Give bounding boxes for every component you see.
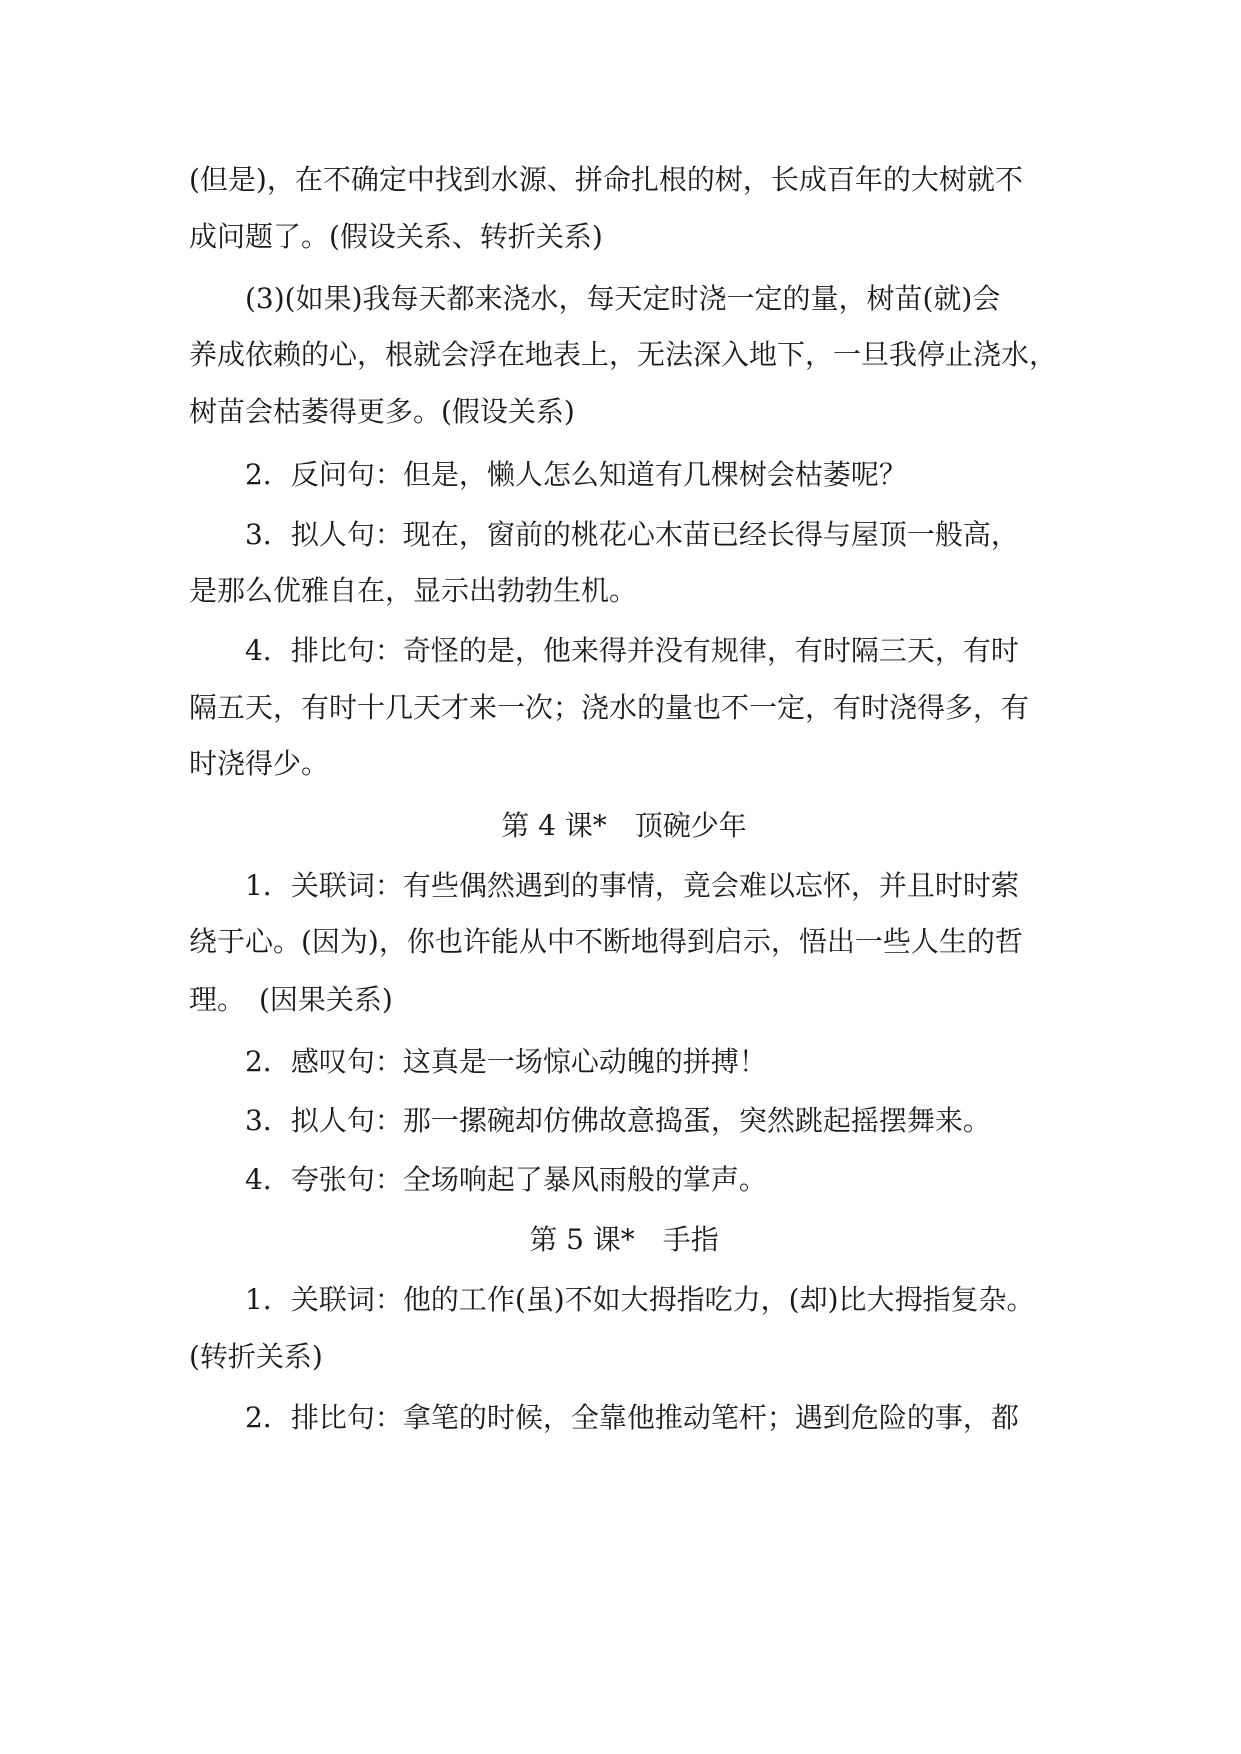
text-line: 树苗会枯萎得更多。(假设关系) xyxy=(189,395,575,428)
text-line: 绕于心。(因为)，你也许能从中不断地得到启示，悟出一些人生的哲 xyxy=(189,925,1023,958)
text-line: 成问题了。(假设关系、转折关系) xyxy=(189,220,603,253)
text-line: 时浇得少。 xyxy=(189,747,330,780)
text-line: 是那么优雅自在，显示出勃勃生机。 xyxy=(189,574,638,607)
text-line: 2．反问句：但是，懒人怎么知道有几棵树会枯萎呢？ xyxy=(245,458,907,491)
text-line: 3．拟人句：现在，窗前的桃花心木苗已经长得与屋顶一般高， xyxy=(245,518,1019,551)
text-line: 2．排比句：拿笔的时候，全靠他推动笔杆；遇到危险的事，都 xyxy=(245,1401,1019,1434)
text-line: 1．关联词：他的工作(虽)不如大拇指吃力，(却)比大拇指复杂。 xyxy=(245,1283,1035,1316)
text-line: 4．夸张句：全场响起了暴风雨般的掌声。 xyxy=(245,1163,767,1196)
text-line: 2．感叹句：这真是一场惊心动魄的拼搏！ xyxy=(245,1045,767,1078)
section-heading: 第 5 课* 手指 xyxy=(529,1223,719,1256)
text-line: (但是)，在不确定中找到水源、拼命扎根的树，长成百年的大树就不 xyxy=(189,163,1023,196)
text-line: 4．排比句：奇怪的是，他来得并没有规律，有时隔三天，有时 xyxy=(245,634,1019,667)
text-line: 3．拟人句：那一摞碗却仿佛故意捣蛋，突然跳起摇摆舞来。 xyxy=(245,1104,991,1137)
text-line: 1．关联词：有些偶然遇到的事情，竟会难以忘怀，并且时时萦 xyxy=(245,869,1019,902)
section-heading: 第 4 课* 顶碗少年 xyxy=(501,809,747,842)
text-line: 养成依赖的心，根就会浮在地表上，无法深入地下，一旦我停止浇水， xyxy=(189,338,1058,371)
text-line: 理。 (因果关系) xyxy=(189,983,393,1016)
text-line: 隔五天，有时十几天才来一次；浇水的量也不一定，有时浇得多，有 xyxy=(189,691,1030,724)
text-line: (转折关系) xyxy=(189,1340,323,1373)
text-line: (3)(如果)我每天都来浇水，每天定时浇一定的量，树苗(就)会 xyxy=(245,282,1001,315)
